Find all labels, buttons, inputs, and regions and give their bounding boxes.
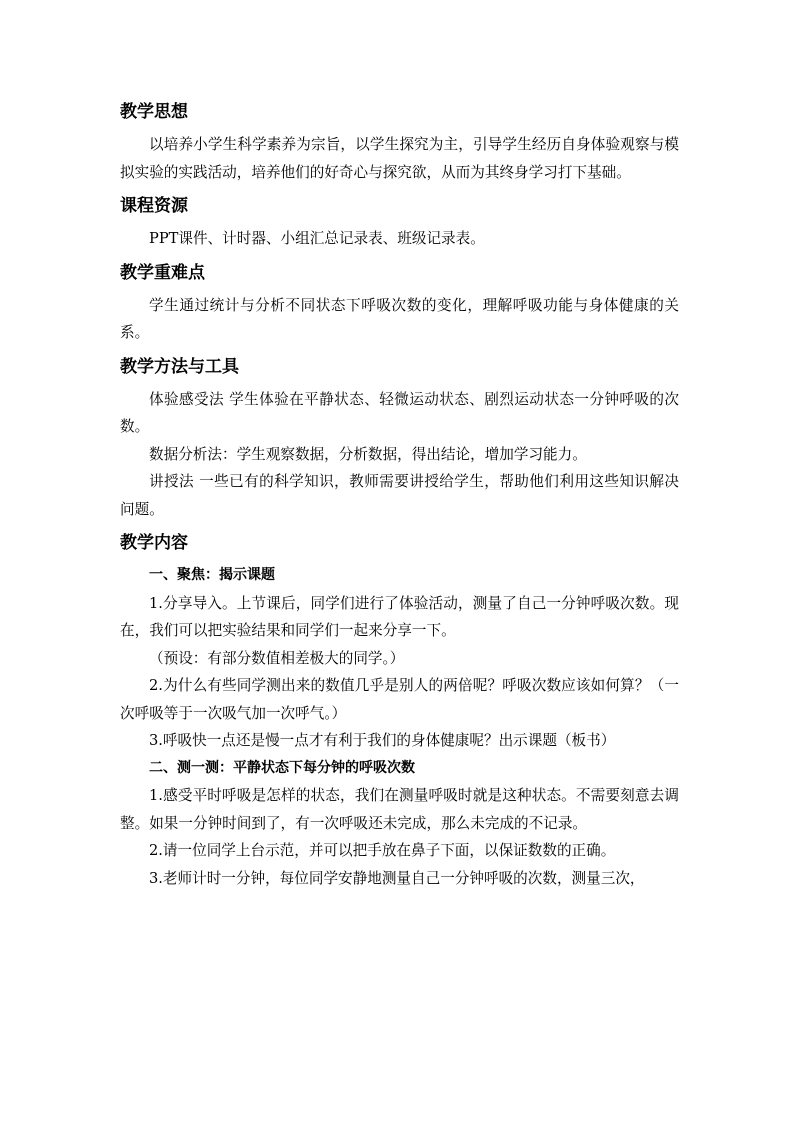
- content-item: 1.分享导入。上节课后，同学们进行了体验活动，测量了自己一分钟呼吸次数。现在，我们可以把实验结果和同学们一起来分享一下。: [120, 594, 679, 639]
- heading-key-difficulties: 教学重难点: [120, 262, 205, 283]
- method-lead: 体验感受法: [149, 390, 225, 408]
- method-lead: 数据分析法：: [149, 445, 237, 463]
- method-text: 学生体验在平静状态、轻微运动状态、剧烈运动状态一分钟呼吸的次数。: [120, 390, 679, 435]
- paragraph: 以培养小学生科学素养为宗旨，以学生探究为主，引导学生经历自身体验观察与模拟实验的实践活动，培养他们的好奇心与探究欲，从而为其终身学习打下基础。: [120, 136, 679, 181]
- content-item: 2.为什么有些同学测出来的数值几乎是别人的两倍呢？呼吸次数应该如何算？（一次呼吸等于一次吸气加一次呼气。）: [120, 677, 679, 722]
- subheading-measure: 二、测一测：平静状态下每分钟的呼吸次数: [149, 759, 415, 776]
- content-item: 1.感受平时呼吸是怎样的状态，我们在测量呼吸时就是这种状态。不需要刻意去调整。如果一分钟时间到了，有一次呼吸还未完成，那么未完成的不记录。: [120, 787, 679, 832]
- method-lead: 讲授法: [149, 473, 195, 490]
- method-item: [120, 386, 679, 441]
- content-item: （预设：有部分数值相差极大的同学。）: [149, 649, 405, 667]
- method-item: [120, 441, 679, 469]
- paragraph: 学生通过统计与分析不同状态下呼吸次数的变化，理解呼吸功能与身体健康的关系。: [120, 296, 679, 341]
- method-item: [120, 468, 679, 523]
- heading-methods-tools: 教学方法与工具: [120, 356, 239, 377]
- method-text: 学生观察数据，分析数据，得出结论，增加学习能力。: [236, 445, 587, 463]
- heading-course-resources: 课程资源: [120, 196, 188, 216]
- content-item: 3.老师计时一分钟，每位同学安静地测量自己一分钟呼吸的次数，测量三次，: [149, 869, 645, 887]
- content-item: 3.呼吸快一点还是慢一点才有利于我们的身体健康呢？出示课题（板书）: [149, 732, 616, 749]
- subheading-focus: 一、聚焦：揭示课题: [149, 567, 275, 583]
- heading-teaching-philosophy: 教学思想: [120, 102, 188, 122]
- heading-teaching-content: 教学内容: [120, 533, 188, 553]
- method-text: 一些已有的科学知识，教师需要讲授给学生，帮助他们利用这些知识解决问题。: [120, 473, 679, 518]
- paragraph: PPT课件、计时器、小组汇总记录表、班级记录表。: [149, 230, 485, 247]
- content-item: 2.请一位同学上台示范，并可以把手放在鼻子下面，以保证数数的正确。: [149, 842, 616, 859]
